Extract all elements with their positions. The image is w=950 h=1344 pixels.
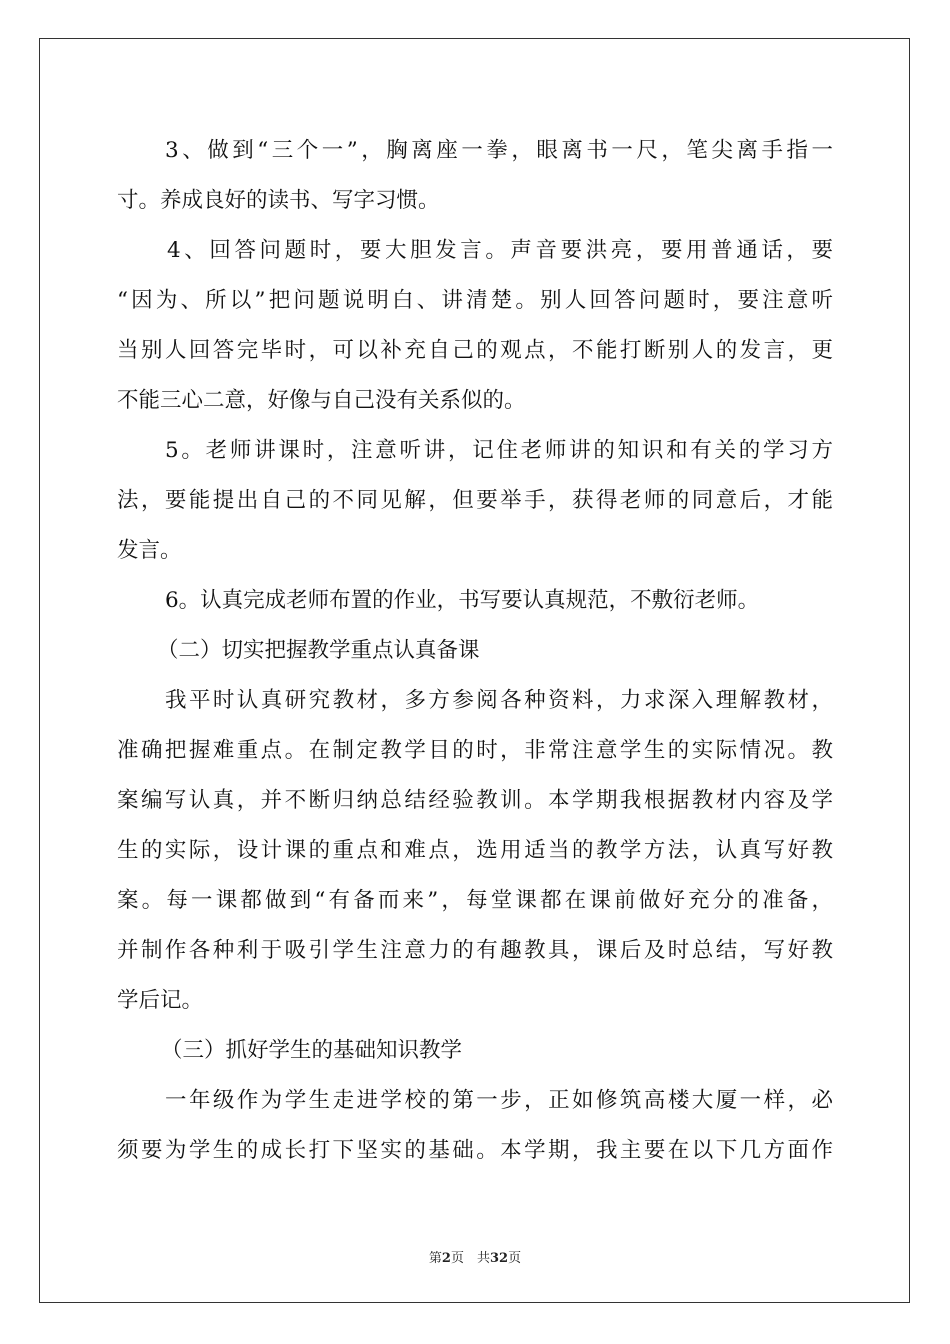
text-line: 法，要能提出自己的不同见解，但要举手，获得老师的同意后，才能 — [117, 488, 833, 513]
text-line: “因为、所以”把问题说明白、讲清楚。别人回答问题时，要注意听 — [117, 288, 833, 313]
text-line: 并制作各种利于吸引学生注意力的有趣教具，课后及时总结，写好教 — [117, 938, 833, 963]
text-line: 案。每一课都做到“有备而来”，每堂课都在课前做好充分的准备， — [117, 888, 833, 913]
footer-prefix: 第 — [428, 1251, 442, 1266]
text-line: 须要为学生的成长打下坚实的基础。本学期，我主要在以下几方面作 — [117, 1138, 833, 1163]
footer-mid: 页 共 — [450, 1251, 490, 1266]
text-line: 生的实际，设计课的重点和难点，选用适当的教学方法，认真写好教 — [117, 838, 833, 863]
text-line: 4、回答问题时，要大胆发言。声音要洪亮，要用普通话，要 — [167, 238, 833, 263]
text-line: 学后记。 — [117, 988, 204, 1013]
text-line: 准确把握难重点。在制定教学目的时，非常注意学生的实际情况。教 — [117, 738, 833, 763]
section-heading: （三）抓好学生的基础知识教学 — [161, 1038, 463, 1063]
section-heading: （二）切实把握教学重点认真备课 — [157, 638, 480, 663]
page-footer — [0, 1247, 950, 1266]
text-line: 当别人回答完毕时，可以补充自己的观点，不能打断别人的发言，更 — [117, 338, 833, 363]
text-line: 案编写认真，并不断归纳总结经验教训。本学期我根据教材内容及学 — [117, 788, 833, 813]
document-body — [117, 126, 833, 1176]
text-line: 3、做到“三个一”，胸离座一拳，眼离书一尺，笔尖离手指一 — [165, 138, 833, 163]
text-line: 寸。养成良好的读书、写字习惯。 — [117, 188, 440, 213]
footer-suffix: 页 — [508, 1251, 522, 1266]
text-line: 6。认真完成老师布置的作业，书写要认真规范，不敷衍老师。 — [165, 588, 760, 613]
text-line: 我平时认真研究教材，多方参阅各种资料，力求深入理解教材， — [165, 688, 833, 713]
text-line: 一年级作为学生走进学校的第一步，正如修筑高楼大厦一样，必 — [165, 1088, 833, 1113]
text-line: 发言。 — [117, 538, 182, 563]
footer-total-pages: 32 — [489, 1251, 509, 1266]
text-line: 5。老师讲课时，注意听讲，记住老师讲的知识和有关的学习方 — [165, 438, 833, 463]
text-line: 不能三心二意，好像与自己没有关系似的。 — [117, 388, 526, 413]
footer-current-page: 2 — [441, 1251, 451, 1266]
